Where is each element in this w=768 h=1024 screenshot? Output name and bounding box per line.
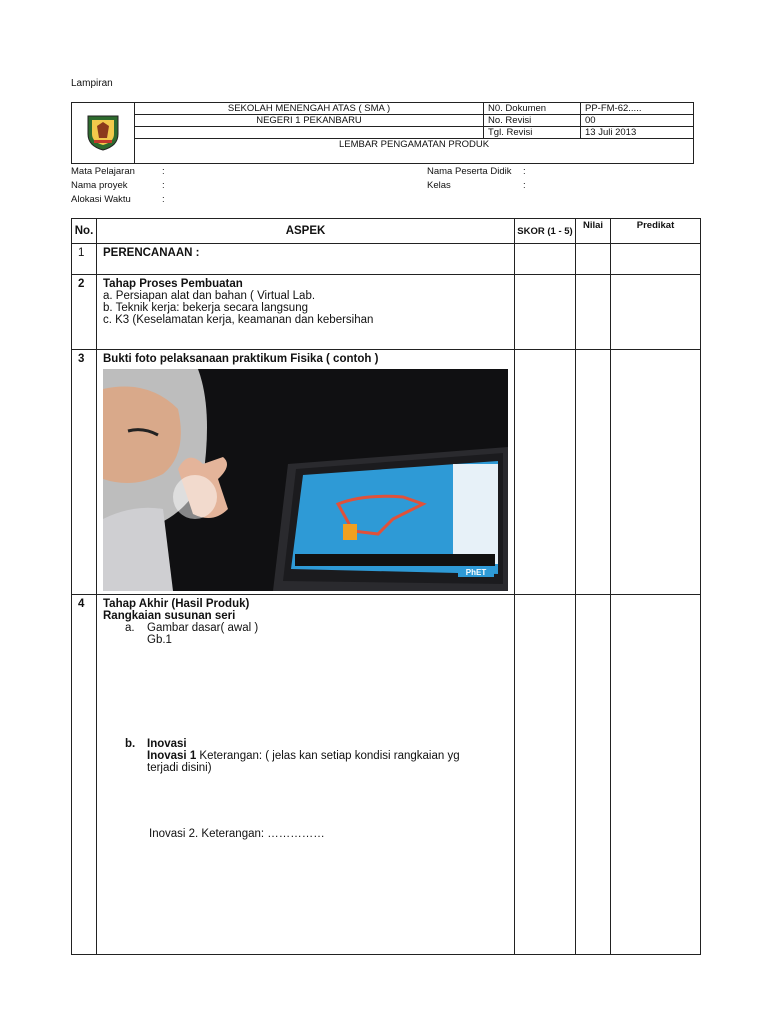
assessment-table <box>71 218 701 955</box>
col-skor-header: SKOR (1 - 5) <box>515 219 576 244</box>
col-nilai-header: Nilai <box>576 219 611 244</box>
meta-value: 00 <box>581 115 694 127</box>
row-title: Tahap Proses Pembuatan <box>103 278 243 290</box>
info-colon: : <box>162 180 165 191</box>
row-content <box>97 275 515 350</box>
nilai-cell <box>576 595 611 955</box>
skor-cell <box>515 275 576 350</box>
info-colon: : <box>523 180 526 191</box>
nilai-cell <box>576 350 611 595</box>
item-a-text: Gambar dasar( awal ) <box>147 622 259 634</box>
school-logo-cell <box>72 103 135 164</box>
info-nama-proyek-label: Nama proyek <box>71 180 128 191</box>
phet-logo: PhET <box>465 568 487 577</box>
school-name-spacer <box>135 127 484 139</box>
nilai-cell <box>576 244 611 275</box>
inovasi-1-label: Inovasi 1 <box>147 750 197 762</box>
predikat-cell <box>611 350 701 595</box>
info-kelas-label: Kelas <box>427 180 451 191</box>
table-row <box>72 595 701 955</box>
list-marker: a. <box>125 622 135 634</box>
item-b-title: Inovasi <box>147 738 187 750</box>
row-number: 2 <box>72 275 97 350</box>
row-title: Tahap Akhir (Hasil Produk) <box>103 598 250 610</box>
meta-label: N0. Dokumen <box>484 103 581 115</box>
info-mata-pelajaran-label: Mata Pelajaran <box>71 166 135 177</box>
meta-value: PP-FM-62..... <box>581 103 694 115</box>
item-b <box>125 738 508 750</box>
row-number: 4 <box>72 595 97 955</box>
row-content <box>97 595 515 955</box>
row-line: b. Teknik kerja: bekerja secara langsung <box>103 302 308 314</box>
nilai-cell <box>576 275 611 350</box>
list-marker: b. <box>125 738 136 750</box>
row-title: PERENCANAAN : <box>97 244 515 275</box>
table-row <box>72 275 701 350</box>
col-aspek-header: ASPEK <box>97 219 515 244</box>
meta-value: 13 Juli 2013 <box>581 127 694 139</box>
form-title: LEMBAR PENGAMATAN PRODUK <box>135 139 694 164</box>
item-a <box>125 622 508 634</box>
inovasi-1-text-cont: terjadi disini) <box>147 762 212 774</box>
skor-cell <box>515 350 576 595</box>
document-header <box>71 102 694 164</box>
row-line: c. K3 (Keselamatan kerja, keamanan dan kebersihan <box>103 314 374 326</box>
inovasi-2: Inovasi 2. Keterangan: …………… <box>149 828 325 840</box>
info-colon: : <box>523 166 526 177</box>
inovasi-1 <box>147 750 508 762</box>
inovasi-1-text: Keterangan: ( jelas kan setiap kondisi rangkaian yg <box>196 750 460 762</box>
info-colon: : <box>162 166 165 177</box>
row-number: 3 <box>72 350 97 595</box>
info-alokasi-waktu-label: Alokasi Waktu <box>71 194 131 205</box>
skor-cell <box>515 244 576 275</box>
lampiran-label: Lampiran <box>71 78 113 89</box>
col-no-header: No. <box>72 219 97 244</box>
row-title: Bukti foto pelaksanaan praktikum Fisika ( contoh ) <box>103 353 379 365</box>
predikat-cell <box>611 595 701 955</box>
meta-label: Tgl. Revisi <box>484 127 581 139</box>
table-row <box>72 244 701 275</box>
info-colon: : <box>162 194 165 205</box>
lab-practice-photo <box>103 369 508 591</box>
item-a-figure-label: Gb.1 <box>147 634 172 646</box>
row-content <box>97 350 515 595</box>
row-number: 1 <box>72 244 97 275</box>
school-name-line1: SEKOLAH MENENGAH ATAS ( SMA ) <box>135 103 484 115</box>
predikat-cell <box>611 275 701 350</box>
col-predikat-header: Predikat <box>611 219 701 244</box>
school-logo-icon <box>84 112 122 152</box>
school-name-line2: NEGERI 1 PEKANBARU <box>135 115 484 127</box>
skor-cell <box>515 595 576 955</box>
table-row <box>72 350 701 595</box>
meta-label: No. Revisi <box>484 115 581 127</box>
row-subtitle: Rangkaian susunan seri <box>103 610 236 622</box>
predikat-cell <box>611 244 701 275</box>
row-line: a. Persiapan alat dan bahan ( Virtual Lab. <box>103 290 316 302</box>
info-nama-peserta-label: Nama Peserta Didik <box>427 166 512 177</box>
